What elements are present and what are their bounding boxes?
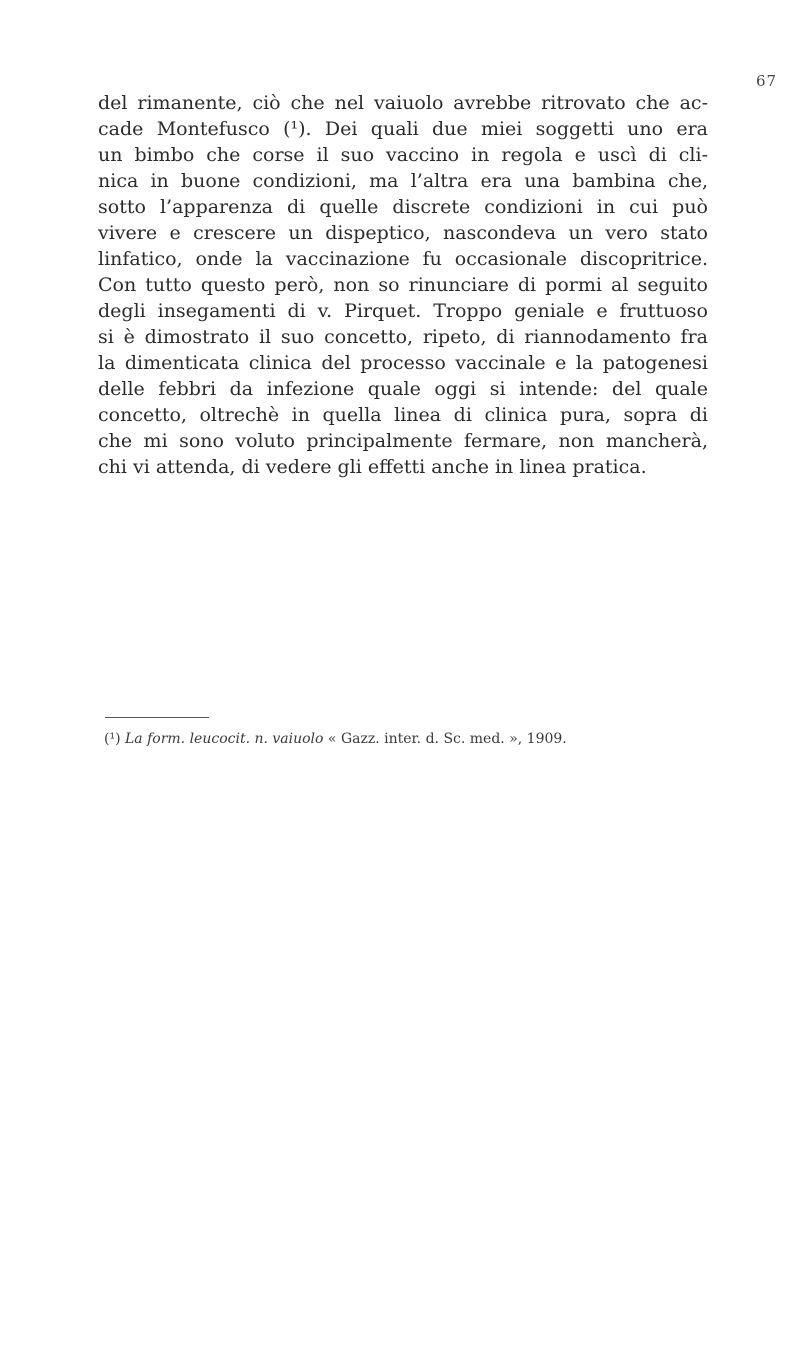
text-line: concetto, oltrechè in quella linea di clinica pura, sopra di <box>98 404 708 426</box>
text-line: vivere e crescere un dispeptico, nascondeva un vero stato <box>98 222 708 244</box>
footnote-title: La form. leucocit. n. vaiuolo <box>125 731 324 747</box>
page-number: 67 <box>756 72 778 90</box>
text-line: cade Montefusco (¹). Dei quali due miei soggetti uno era <box>98 118 708 140</box>
text-line: delle febbri da infezione quale oggi si intende: del quale <box>98 378 708 400</box>
text-line: un bimbo che corse il suo vaccino in regola e uscì di cli- <box>98 144 708 166</box>
text-line: degli insegamenti di v. Pirquet. Troppo geniale e fruttuoso <box>98 300 708 322</box>
text-line: si è dimostrato il suo concetto, ripeto, di riannodamento fra <box>98 326 708 348</box>
footnote-separator <box>105 717 209 718</box>
text-line: Con tutto questo però, non so rinunciare di pormi al seguito <box>98 274 708 296</box>
text-line: la dimenticata clinica del processo vaccinale e la patogenesi <box>98 352 708 374</box>
text-line: chi vi attenda, di vedere gli effetti anche in linea pratica. <box>98 456 647 478</box>
text-line: del rimanente, ciò che nel vaiuolo avrebbe ritrovato che ac- <box>98 92 708 114</box>
text-line: nica in buone condizioni, ma l’altra era una bambina che, <box>98 170 708 192</box>
body-text <box>98 90 708 480</box>
footnote <box>104 731 567 747</box>
text-line: linfatico, onde la vaccinazione fu occasionale discopritrice. <box>98 248 708 270</box>
footnote-marker: (¹) <box>104 731 121 747</box>
text-line: che mi sono voluto principalmente fermare, non mancherà, <box>98 430 708 452</box>
footnote-source: « Gazz. inter. d. Sc. med. », 1909. <box>327 731 567 747</box>
text-line: sotto l’apparenza di quelle discrete condizioni in cui può <box>98 196 708 218</box>
